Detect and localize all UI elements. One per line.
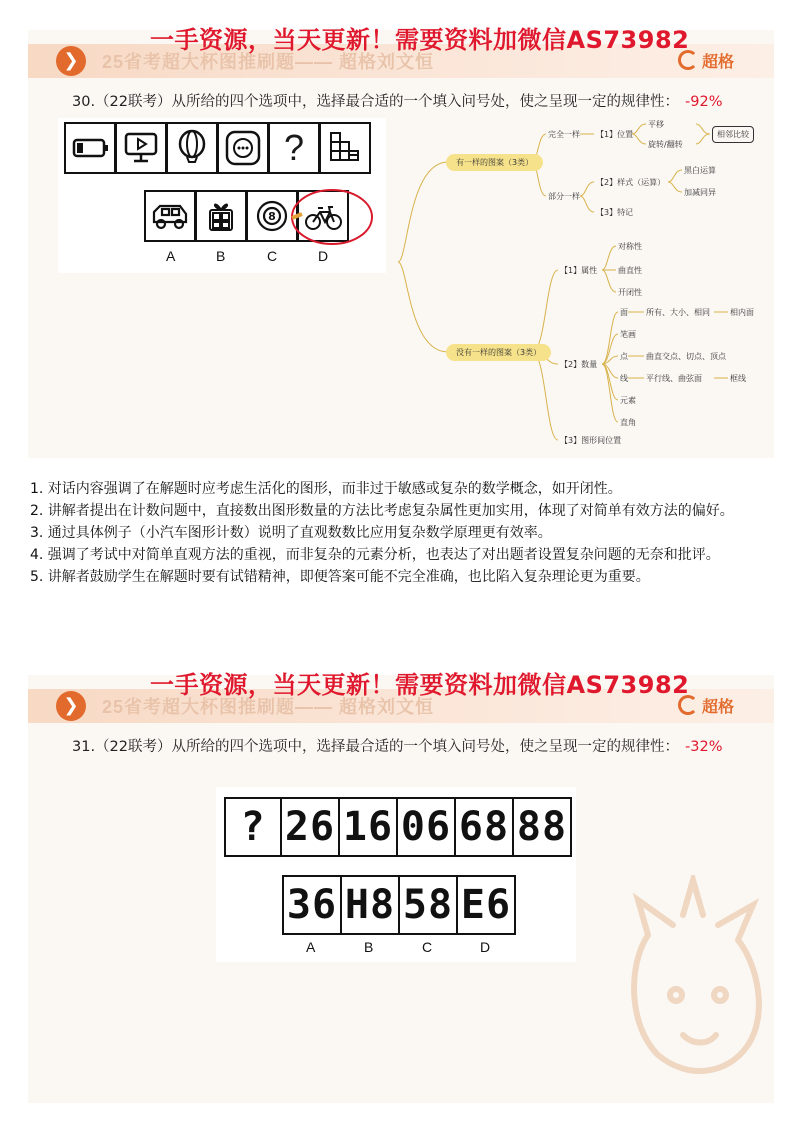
- mm-b2f: 直角: [620, 418, 636, 427]
- option-label-c: C: [422, 939, 433, 955]
- option-label-b: B: [216, 248, 226, 264]
- figure-blocks: [319, 122, 371, 174]
- question-text: [72, 735, 722, 756]
- slide-question-31: [28, 675, 774, 1103]
- question-mark-cell: ?: [268, 122, 320, 174]
- question-text: [72, 90, 722, 111]
- digit-text: 58: [402, 882, 454, 928]
- option-d-cell[interactable]: [456, 875, 516, 935]
- digit-text: 36: [286, 882, 338, 928]
- option-label-d: D: [318, 248, 329, 264]
- figure-screen: [115, 122, 167, 174]
- digit-cell: [338, 797, 398, 857]
- mm-b2a1: 所有、大小、相同: [646, 308, 710, 317]
- digit-cell: [396, 797, 456, 857]
- summary-notes: [30, 478, 770, 588]
- option-c-cell[interactable]: [398, 875, 458, 935]
- watermark-bottom: 一手资源，当天更新！需要资料加微信AS73982: [150, 671, 690, 699]
- mm-b2d1: 平行线、曲弦面: [646, 374, 702, 383]
- banner-title: 25省考超大杯图推刷题—— 超格刘文恒: [102, 697, 435, 717]
- digit-text: 06: [400, 804, 452, 850]
- mm-b2c1: 曲直交点、切点、顶点: [646, 352, 726, 361]
- digit-text: 16: [342, 804, 394, 850]
- digit-cell: [280, 797, 340, 857]
- digit-text: E6: [460, 882, 512, 928]
- mm-b1b: 曲直性: [618, 266, 642, 275]
- mm-b2d2: 框线: [730, 374, 746, 383]
- option-label-d: D: [480, 939, 491, 955]
- mm-a2-2: 【3】特记: [596, 208, 634, 217]
- logo-text: 超格: [701, 697, 734, 716]
- option-b-cell[interactable]: [340, 875, 400, 935]
- mascot-unicorn-icon: [588, 875, 768, 1095]
- mm-a1: 完全一样: [548, 130, 580, 139]
- question-stem: 31.（22联考）从所给的四个选项中，选择最合适的一个填入问号处，使之呈现一定的规律性：: [72, 739, 680, 755]
- note-item: 2. 讲解者提出在计数问题中，直接数出图形数量的方法比考虑复杂属性更加实用，体现了对简单有效方法的偏好。: [30, 503, 734, 519]
- option-a-car[interactable]: [144, 190, 196, 242]
- digit-text: 68: [458, 804, 510, 850]
- figure-battery: [64, 122, 116, 174]
- option-label-a: A: [306, 939, 316, 955]
- figure-panel: [216, 787, 576, 962]
- mm-b2a2: 相内面: [730, 308, 754, 317]
- note-item: 1. 对话内容强调了在解题时应考虑生活化的图形，而非过于敏感或复杂的数学概念，如开闭性。: [30, 481, 622, 497]
- mm-root-different: 没有一样的图案（3类）: [446, 344, 551, 361]
- note-item: 3. 通过具体例子（小汽车图形计数）说明了直观数数比应用复杂数学原理更有效率。: [30, 525, 552, 541]
- mm-b2a: 面: [620, 308, 628, 317]
- slide-question-30: [28, 30, 774, 458]
- digit-cell: [512, 797, 572, 857]
- digit-text: ?: [240, 804, 266, 850]
- note-item: 5. 讲解者鼓励学生在解题时要有试错精神，即便答案可能不完全准确，也比陷入复杂理论更为重要。: [30, 569, 650, 585]
- mind-map: [398, 112, 772, 452]
- mm-a1-1b: 旋转/翻转: [648, 140, 683, 149]
- mm-a1-1: 【1】位置: [596, 130, 634, 139]
- figure-panel: [58, 118, 386, 273]
- option-label-a: A: [166, 248, 176, 264]
- mm-b2c: 点: [620, 352, 628, 361]
- figure-balloon: [166, 122, 218, 174]
- option-label-c: C: [267, 248, 278, 264]
- digit-cell: [454, 797, 514, 857]
- mm-a2-1b: 加减同异: [684, 188, 716, 197]
- mm-b2b: 笔画: [620, 330, 636, 339]
- mm-a2-1: 【2】样式（运算）: [596, 178, 666, 187]
- option-b-gift[interactable]: [195, 190, 247, 242]
- mm-b1: 【1】属性: [560, 266, 598, 275]
- figure-dial: [217, 122, 269, 174]
- watermark-top: 一手资源，当天更新！需要资料加微信AS73982: [150, 26, 690, 54]
- question-stem: 30.（22联考）从所给的四个选项中，选择最合适的一个填入问号处，使之呈现一定的规律性：: [72, 94, 680, 110]
- digit-text: 88: [516, 804, 568, 850]
- logo-text: 超格: [701, 52, 734, 71]
- option-a-cell[interactable]: [282, 875, 342, 935]
- banner-title: 25省考超大杯图推刷题—— 超格刘文恒: [102, 52, 435, 72]
- arrow-icon: ❯: [56, 691, 86, 721]
- mm-a1-r: 相邻比较: [712, 126, 754, 143]
- mm-b2e: 元素: [620, 396, 636, 405]
- mm-a2-1a: 黑白运算: [684, 166, 716, 175]
- option-label-b: B: [364, 939, 374, 955]
- red-circle-annotation: [286, 184, 378, 250]
- mm-b1a: 对称性: [618, 242, 642, 251]
- digit-cell-question: [224, 797, 282, 857]
- note-item: 4. 强调了考试中对简单直观方法的重视，而非复杂的元素分析，也表达了对出题者设置复杂问题的无奈和批评。: [30, 547, 720, 563]
- mm-b1c: 开闭性: [618, 288, 642, 297]
- mm-b2: 【2】数量: [560, 360, 598, 369]
- mm-a2: 部分一样: [548, 192, 580, 201]
- accuracy-rate: -92%: [685, 94, 723, 110]
- mm-a1-1a: 平移: [648, 120, 664, 129]
- arrow-icon: ❯: [56, 46, 86, 76]
- mm-b2d: 线: [620, 374, 628, 383]
- digit-text: 26: [284, 804, 336, 850]
- mm-b3: 【3】图形间位置: [560, 436, 622, 445]
- mm-root-same: 有一样的图案（3类）: [446, 154, 543, 171]
- svg-text:8: 8: [268, 210, 276, 223]
- accuracy-rate: -32%: [685, 739, 723, 755]
- digit-text: H8: [344, 882, 396, 928]
